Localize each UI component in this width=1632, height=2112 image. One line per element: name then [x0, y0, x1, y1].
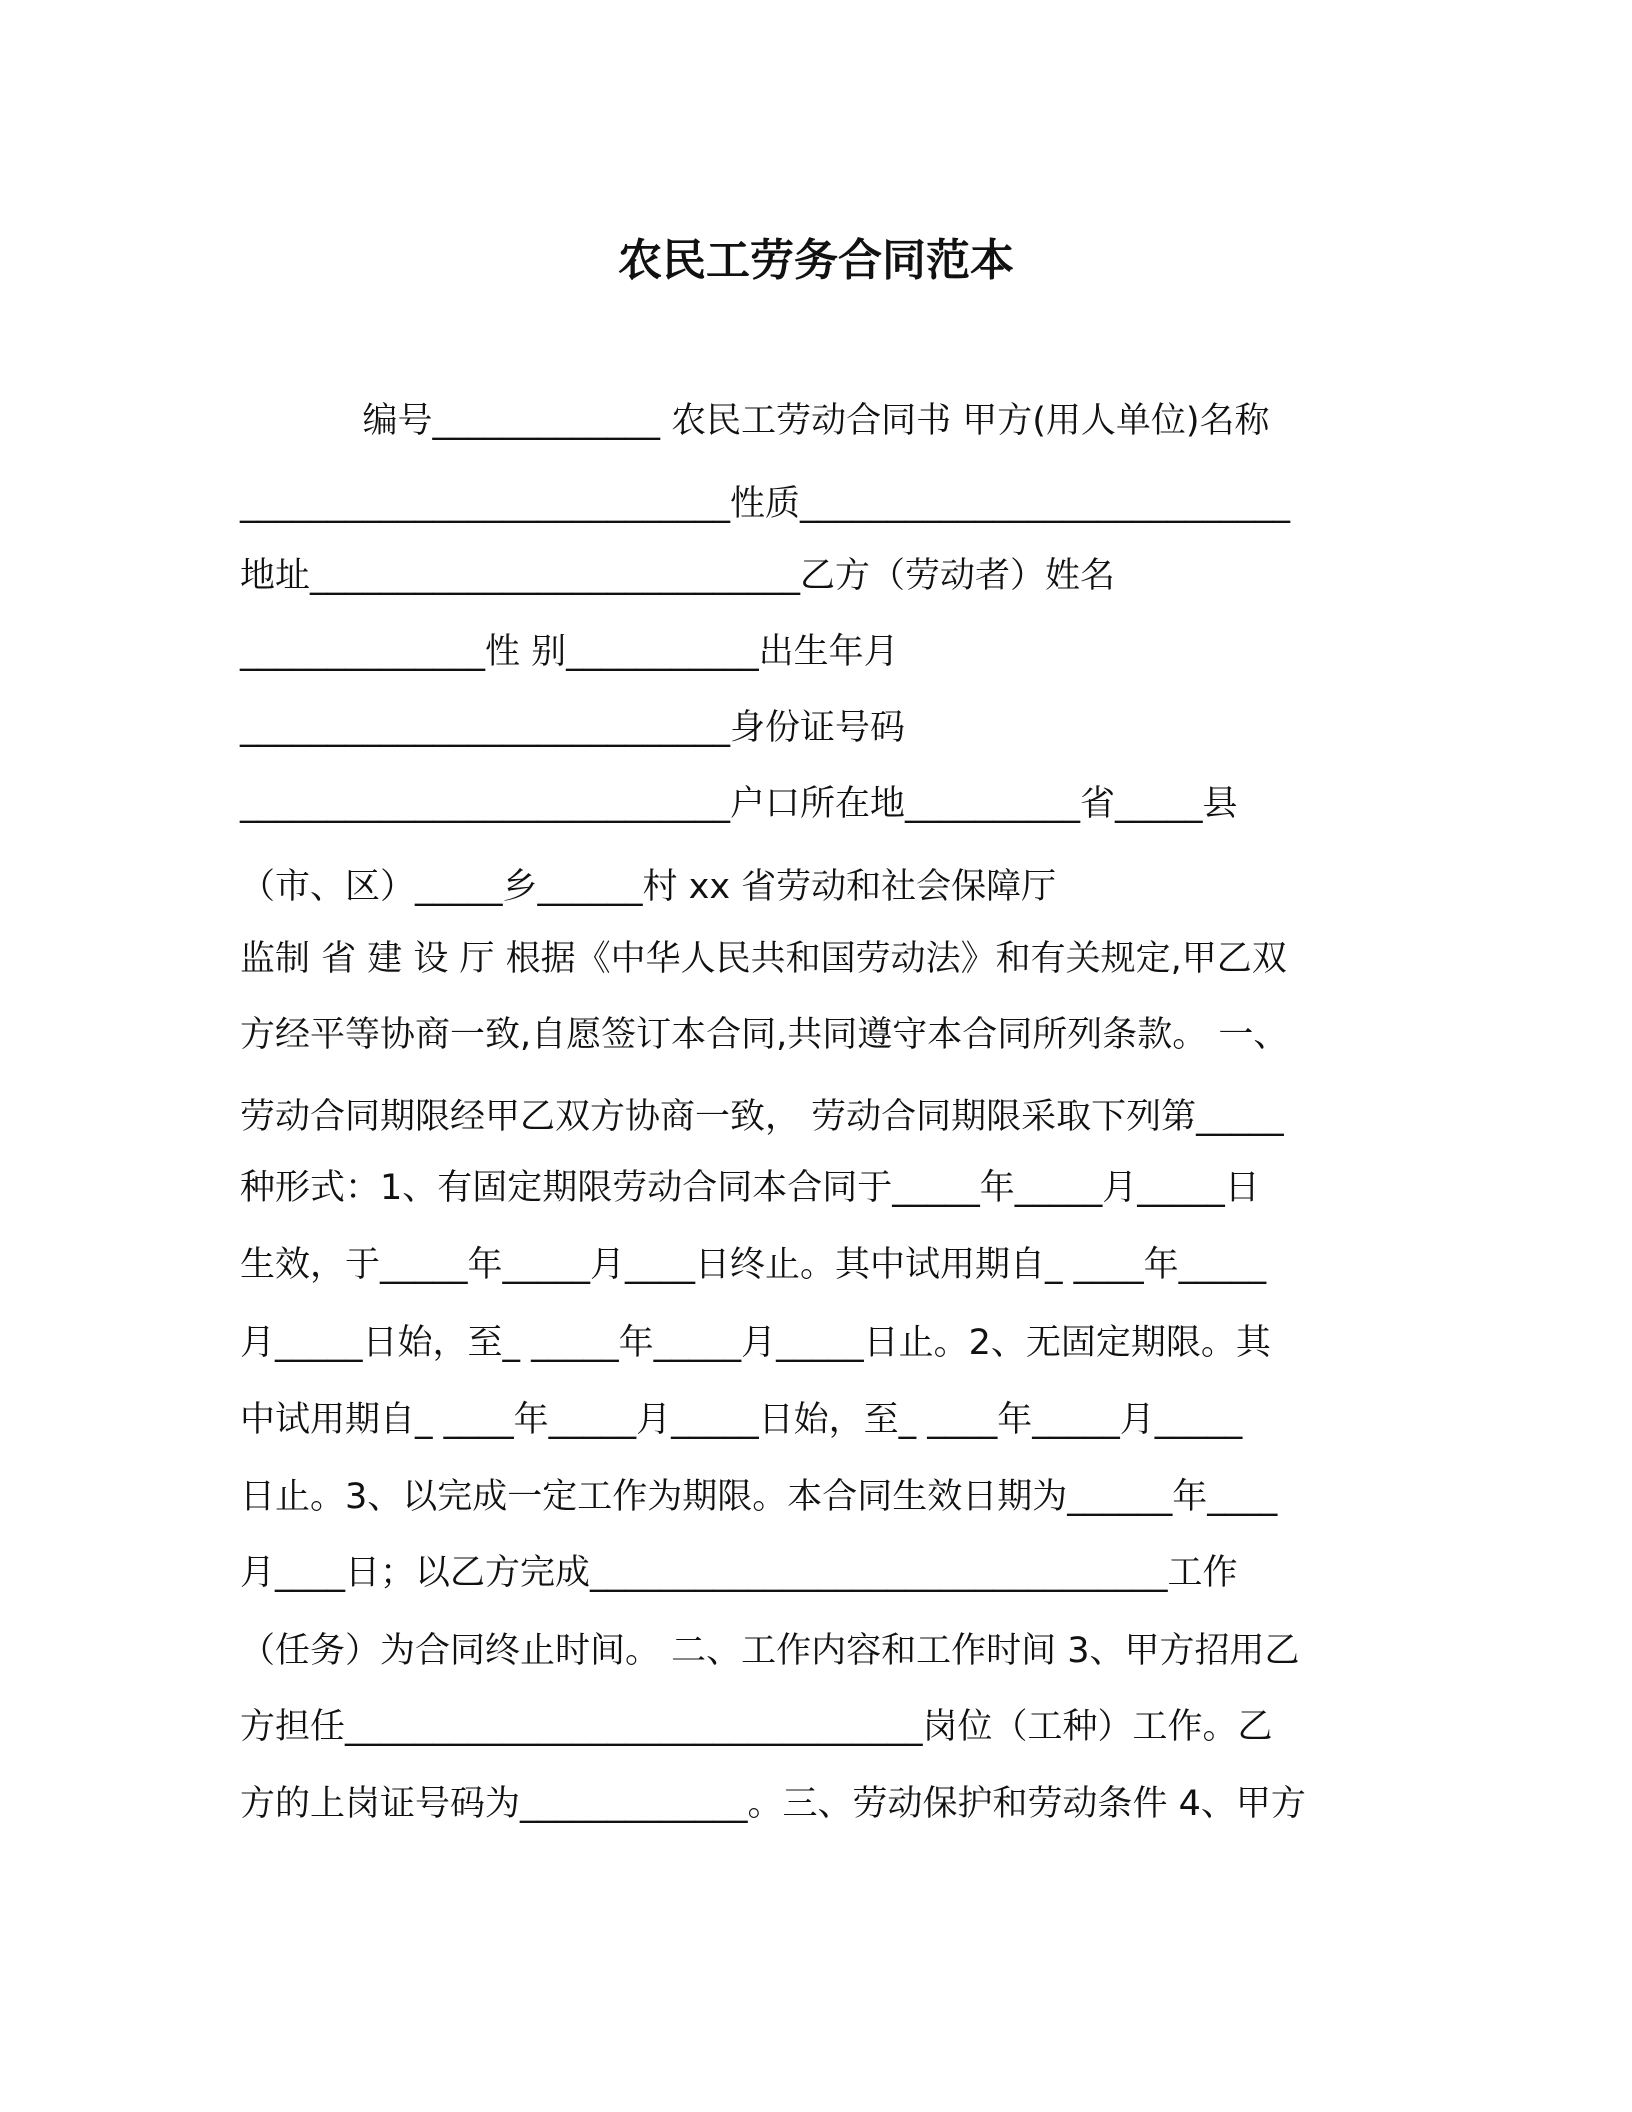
document-line: 月_____日始，至_ _____年_____月_____日止。2、无固定期限。其 [240, 1323, 1271, 1363]
document-line: 生效，于_____年_____月____日终止。其中试用期自_ ____年_____ [240, 1245, 1267, 1285]
document-line: 方经平等协商一致,自愿签订本合同,共同遵守本合同所列条款。 一、 [240, 1015, 1289, 1055]
document-line: 方的上岗证号码为_____________。三、劳动保护和劳动条件 4、甲方 [240, 1784, 1306, 1824]
document-line: 监制 省 建 设 厅 根据《中华人民共和国劳动法》和有关规定,甲乙双 [240, 939, 1287, 979]
document-line: ______________性 别___________出生年月 [240, 632, 899, 672]
document-line: 月____日；以乙方完成_________________________________工作 [240, 1553, 1238, 1593]
document-title: 农民工劳务合同范本 [618, 235, 1014, 286]
document-line: 编号_____________ 农民工劳动合同书 甲方(用人单位)名称 [362, 401, 1270, 441]
document-line: 地址____________________________乙方（劳动者）姓名 [240, 556, 1116, 596]
document-line: ____________________________性质____________________________ [240, 484, 1291, 524]
document-line: ____________________________身份证号码 [240, 708, 906, 748]
document-line: （市、区）_____乡______村 xx 省劳动和社会保障厅 [240, 867, 1057, 907]
document-line: （任务）为合同终止时间。 二、工作内容和工作时间 3、甲方招用乙 [240, 1631, 1300, 1671]
document-line: ____________________________户口所在地__________省_____县 [240, 784, 1238, 824]
document-line: 中试用期自_ ____年_____月_____日始，至_ ____年_____月_____ [240, 1400, 1243, 1440]
document-line: 劳动合同期限经甲乙双方协商一致， 劳动合同期限采取下列第_____ [240, 1097, 1284, 1137]
document-line: 种形式：1、有固定期限劳动合同本合同于_____年_____月_____日 [240, 1168, 1260, 1208]
document-line: 日止。3、以完成一定工作为期限。本合同生效日期为______年____ [240, 1477, 1278, 1517]
document-line: 方担任_________________________________岗位（工种）工作。乙 [240, 1707, 1273, 1747]
